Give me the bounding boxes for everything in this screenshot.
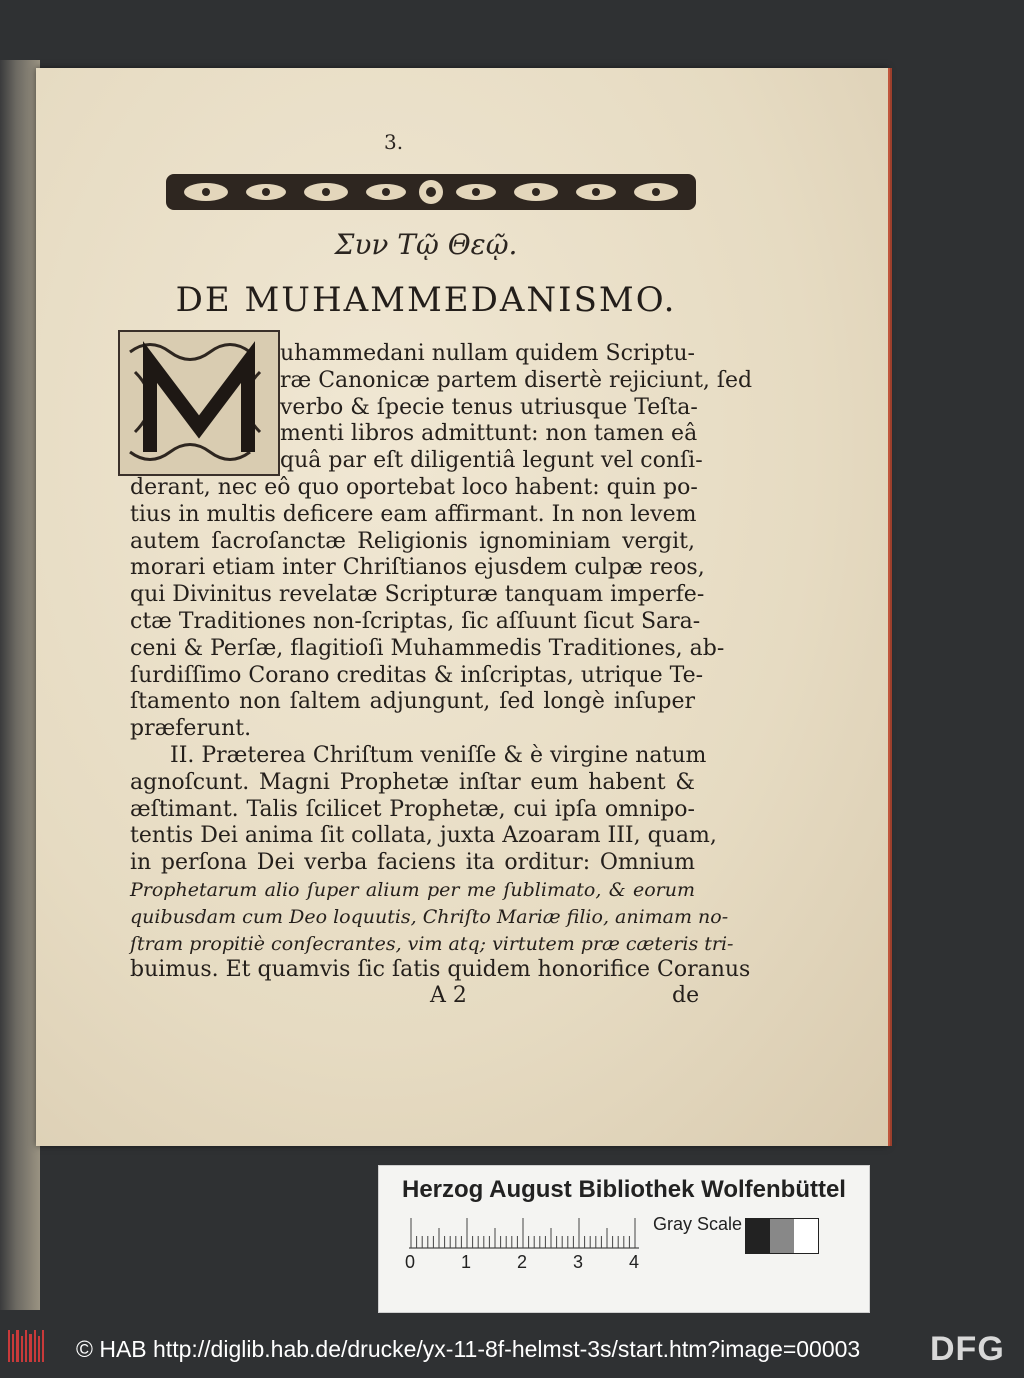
text-line: ceni & Perſæ, flagitioſi Muhammedis Traditiones, ab- bbox=[130, 635, 725, 661]
ruler-number-3: 3 bbox=[573, 1252, 584, 1272]
ornament-band bbox=[166, 170, 696, 214]
text-line: morari etiam inter Chriſtianos ejusdem culpæ reos, bbox=[130, 555, 705, 581]
text-line: Prophetarum alio ſuper alium per me ſublimato, & eorum bbox=[130, 879, 695, 901]
text-line: II. Præterea Chriſtum veniſſe & è virgine natum bbox=[170, 743, 707, 768]
gray-scale-label: Gray Scale bbox=[653, 1214, 743, 1234]
library-color-card bbox=[378, 1165, 870, 1313]
text-line: ctæ Traditiones non-ſcriptas, ſic aſſuunt ſicut Sara- bbox=[130, 609, 701, 634]
text-line: quibusdam cum Deo loquutis, Chriſto Mariæ filio, animam no- bbox=[130, 905, 729, 928]
text-line: æſtimant. Talis ſcilicet Prophetæ, cui ipſa omnipo- bbox=[130, 796, 695, 822]
text-line: quâ par eſt diligentiâ legunt vel conſi- bbox=[280, 448, 703, 474]
text-line: tius in multis deficere eam affirmant. In non levem bbox=[130, 501, 697, 527]
text-line: agnoſcunt. Magni Prophetæ inſtar eum habent & bbox=[130, 769, 695, 795]
decorated-initial-m bbox=[118, 330, 280, 476]
text-line: ræ Canonicæ partem disertè rejiciunt, ſed bbox=[280, 367, 753, 393]
text-line: derant, nec eô quo oportebat loco habent: quin po- bbox=[130, 475, 698, 500]
text-line: autem ſacroſanctæ Religionis ignominiam vergit, bbox=[130, 528, 695, 554]
ruler-number-1: 1 bbox=[461, 1252, 472, 1272]
page-title: DE MUHAMMEDANISMO. bbox=[175, 280, 677, 320]
catchword: de bbox=[672, 983, 700, 1008]
text-line: ſtram propitiè conſecrantes, vim atq; virtutem præ cæteris tri- bbox=[130, 932, 734, 955]
text-line: qui Divinitus revelatæ Scripturæ tanquam imperfe- bbox=[130, 582, 705, 608]
library-name: Herzog August Bibliothek Wolfenbüttel bbox=[402, 1176, 846, 1203]
text-line: tentis Dei anima ſit collata, juxta Azoaram III, quam, bbox=[130, 823, 717, 849]
ruler-number-2: 2 bbox=[517, 1252, 528, 1272]
ruler-scale bbox=[409, 1212, 639, 1252]
ruler-number-4: 4 bbox=[629, 1252, 640, 1272]
ruler-number-0: 0 bbox=[405, 1252, 416, 1272]
page-number: 3. bbox=[384, 130, 404, 154]
text-line: verbo & ſpecie tenus utriusque Teſta- bbox=[280, 394, 698, 420]
hab-barcode-logo bbox=[6, 1326, 46, 1366]
text-line: buimus. Et quamvis ſic ſatis quidem honorifice Coranus bbox=[130, 957, 751, 983]
dfg-logo: DFG bbox=[930, 1330, 1005, 1368]
gray-scale-swatch bbox=[745, 1218, 819, 1254]
text-line: præferunt. bbox=[130, 716, 252, 742]
text-line: menti libros admittunt: non tamen eâ bbox=[280, 421, 698, 447]
text-line: in perſona Dei verba faciens ita orditur: Omnium bbox=[130, 850, 695, 876]
text-line: ſurdiſſimo Corano creditas & inſcriptas, utrique Te- bbox=[130, 662, 704, 688]
text-line: ſtamento non ſaltem adjungunt, ſed longè inſuper bbox=[130, 689, 695, 715]
copyright-url[interactable]: © HAB http://diglib.hab.de/drucke/yx-11-8f-helmst-3s/start.htm?image=00003 bbox=[76, 1336, 861, 1362]
greek-invocation: Συν Τῷ Θεῷ. bbox=[334, 228, 518, 261]
text-line: uhammedani nullam quidem Scriptu- bbox=[280, 341, 695, 366]
signature-mark: A 2 bbox=[430, 983, 467, 1008]
